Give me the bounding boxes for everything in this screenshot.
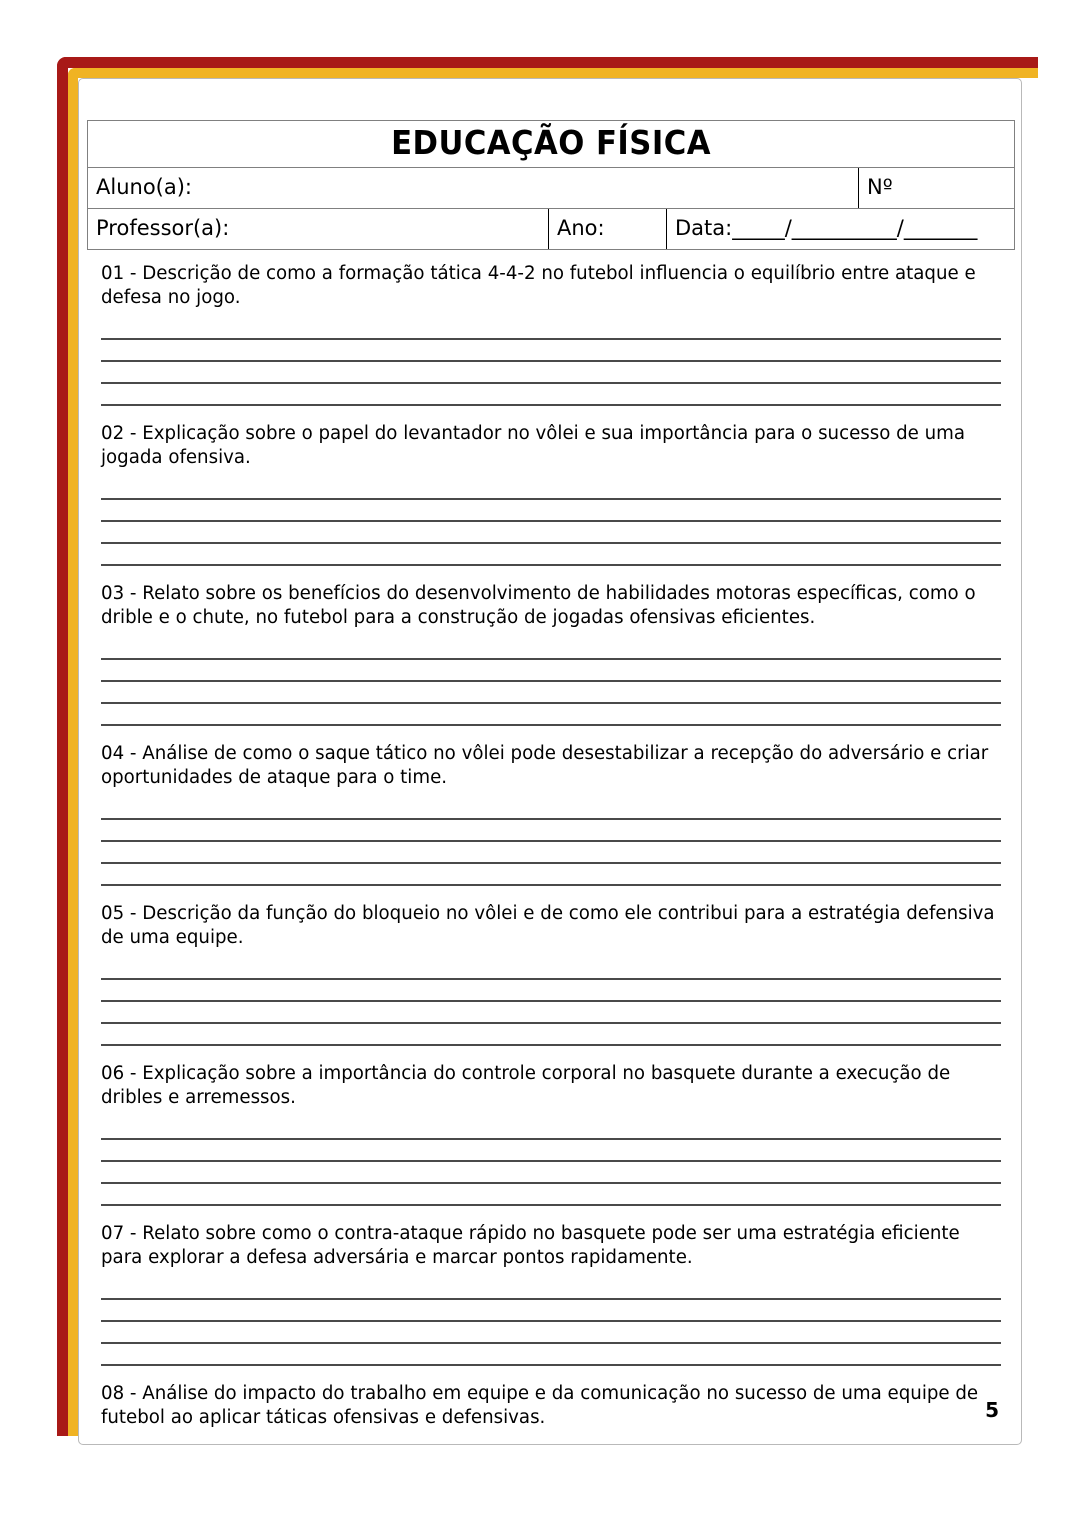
year-field[interactable]: Ano: (548, 209, 666, 249)
question-item (101, 1222, 1001, 1378)
question-spacer (101, 1366, 1001, 1378)
answer-lines (101, 958, 1001, 1046)
question-item (101, 742, 1001, 898)
header-student-row (87, 167, 1015, 208)
answer-line[interactable] (101, 500, 1001, 522)
question-spacer (101, 726, 1001, 738)
answer-line[interactable] (101, 660, 1001, 682)
answer-line[interactable] (101, 958, 1001, 980)
answer-line[interactable] (101, 544, 1001, 566)
question-text: 02 - Explicação sobre o papel do levantador no vôlei e sua importância para o sucesso de uma jogada ofensiva. (101, 423, 966, 468)
answer-line[interactable] (101, 864, 1001, 886)
question-text: 08 - Análise do impacto do trabalho em equipe e da comunicação no sucesso de uma equipe de futebol ao aplicar táticas ofensivas e defensivas. (101, 1383, 979, 1428)
question-spacer (101, 406, 1001, 418)
date-field-label: Data:_____/__________/_______ (675, 216, 978, 240)
answer-line[interactable] (101, 362, 1001, 384)
answer-line[interactable] (101, 340, 1001, 362)
answer-line[interactable] (101, 842, 1001, 864)
question-spacer (101, 1046, 1001, 1058)
answer-line[interactable] (101, 522, 1001, 544)
question-spacer (101, 1206, 1001, 1218)
question-text: 03 - Relato sobre os benefícios do desenvolvimento de habilidades motoras específicas, como o drible e o chute, no futebol para a construção de jogadas ofensivas eficientes. (101, 583, 976, 628)
student-number-field[interactable]: Nº (858, 168, 1014, 208)
header-title-row (87, 120, 1015, 167)
teacher-name-field[interactable]: Professor(a): (96, 216, 230, 240)
answer-line[interactable] (101, 1322, 1001, 1344)
answer-line[interactable] (101, 638, 1001, 660)
answer-line[interactable] (101, 1278, 1001, 1300)
answer-line[interactable] (101, 1140, 1001, 1162)
question-text: 06 - Explicação sobre a importância do controle corporal no basquete durante a execução de dribles e arremessos. (101, 1063, 951, 1108)
answer-line[interactable] (101, 384, 1001, 406)
answer-line[interactable] (101, 1118, 1001, 1140)
question-spacer (101, 1438, 1001, 1450)
answer-line[interactable] (101, 682, 1001, 704)
question-item (101, 1062, 1001, 1218)
question-text: 01 - Descrição de como a formação tática 4-4-2 no futebol influencia o equilíbrio entre ataque e defesa no jogo. (101, 263, 976, 308)
question-spacer (101, 886, 1001, 898)
question-item (101, 902, 1001, 1058)
answer-line[interactable] (101, 318, 1001, 340)
answer-lines (101, 478, 1001, 566)
answer-lines (101, 1278, 1001, 1366)
page-number: 5 (985, 1398, 999, 1422)
answer-line[interactable] (101, 820, 1001, 842)
header-teacher-row (87, 208, 1015, 250)
question-item (101, 1382, 1001, 1450)
answer-line[interactable] (101, 1344, 1001, 1366)
question-text: 04 - Análise de como o saque tático no vôlei pode desestabilizar a recepção do adversário e criar oportunidades de ataque para o time. (101, 743, 989, 788)
question-spacer (101, 566, 1001, 578)
answer-lines (101, 638, 1001, 726)
answer-lines (101, 798, 1001, 886)
question-item (101, 422, 1001, 578)
answer-line[interactable] (101, 1024, 1001, 1046)
answer-line[interactable] (101, 704, 1001, 726)
answer-line[interactable] (101, 980, 1001, 1002)
answer-line[interactable] (101, 1162, 1001, 1184)
answer-lines (101, 318, 1001, 406)
question-list (101, 262, 1001, 1454)
answer-line[interactable] (101, 798, 1001, 820)
date-field[interactable] (666, 209, 1014, 249)
worksheet-header-table (87, 120, 1015, 250)
answer-line[interactable] (101, 1002, 1001, 1024)
worksheet-sheet (78, 78, 1022, 1445)
question-item (101, 582, 1001, 738)
answer-line[interactable] (101, 478, 1001, 500)
student-name-field[interactable]: Aluno(a): (96, 175, 192, 199)
answer-line[interactable] (101, 1300, 1001, 1322)
question-text: 07 - Relato sobre como o contra-ataque rápido no basquete pode ser uma estratégia eficiente para explorar a defesa adversária e marcar pontos rapidamente. (101, 1223, 960, 1268)
answer-line[interactable] (101, 1184, 1001, 1206)
question-text: 05 - Descrição da função do bloqueio no vôlei e de como ele contribui para a estratégia defensiva de uma equipe. (101, 903, 995, 948)
answer-lines (101, 1118, 1001, 1206)
page-title: EDUCAÇÃO FÍSICA (391, 123, 711, 162)
question-item (101, 262, 1001, 418)
